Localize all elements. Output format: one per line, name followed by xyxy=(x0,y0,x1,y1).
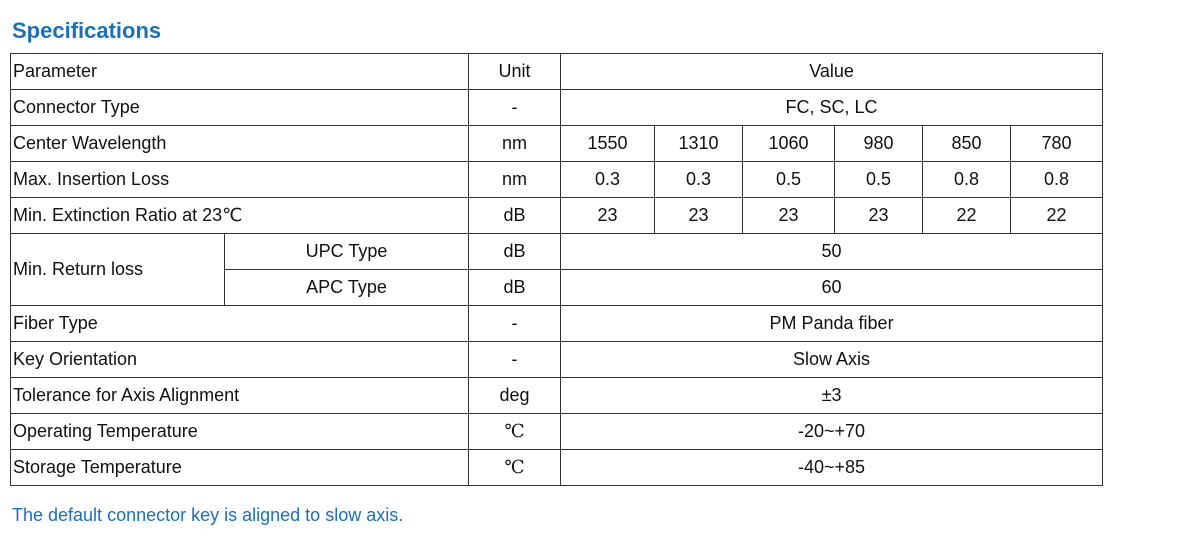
extinction-cell: 23 xyxy=(561,198,655,234)
row-unit: deg xyxy=(469,378,561,414)
row-return-loss-upc xyxy=(11,234,1103,270)
row-label: Connector Type xyxy=(11,90,469,126)
header-unit: Unit xyxy=(469,54,561,90)
wavelength-cell: 980 xyxy=(835,126,923,162)
row-storage-temperature xyxy=(11,450,1103,486)
sub-label-apc: APC Type xyxy=(225,270,469,306)
sub-label-upc: UPC Type xyxy=(225,234,469,270)
row-unit: ℃ xyxy=(469,414,561,450)
wavelength-cell: 1060 xyxy=(743,126,835,162)
row-unit: - xyxy=(469,90,561,126)
row-value: 60 xyxy=(561,270,1103,306)
row-unit: nm xyxy=(469,162,561,198)
row-unit: - xyxy=(469,306,561,342)
row-label: Tolerance for Axis Alignment xyxy=(11,378,469,414)
row-value: PM Panda fiber xyxy=(561,306,1103,342)
row-axis-tolerance xyxy=(11,378,1103,414)
row-value: Slow Axis xyxy=(561,342,1103,378)
row-label: Operating Temperature xyxy=(11,414,469,450)
insertion-loss-cell: 0.8 xyxy=(1011,162,1103,198)
row-fiber-type xyxy=(11,306,1103,342)
wavelength-cell: 780 xyxy=(1011,126,1103,162)
insertion-loss-cell: 0.3 xyxy=(655,162,743,198)
row-label: Key Orientation xyxy=(11,342,469,378)
row-label: Max. Insertion Loss xyxy=(11,162,469,198)
insertion-loss-cell: 0.8 xyxy=(923,162,1011,198)
row-extinction-ratio xyxy=(11,198,1103,234)
row-value: -40~+85 xyxy=(561,450,1103,486)
row-value: -20~+70 xyxy=(561,414,1103,450)
row-label: Min. Extinction Ratio at 23℃ xyxy=(11,198,469,234)
row-value: FC, SC, LC xyxy=(561,90,1103,126)
row-insertion-loss xyxy=(11,162,1103,198)
header-parameter: Parameter xyxy=(11,54,469,90)
row-value: 50 xyxy=(561,234,1103,270)
row-unit: dB xyxy=(469,234,561,270)
row-label: Center Wavelength xyxy=(11,126,469,162)
row-connector-type xyxy=(11,90,1103,126)
insertion-loss-cell: 0.3 xyxy=(561,162,655,198)
footnote: The default connector key is aligned to slow axis. xyxy=(12,505,404,525)
insertion-loss-cell: 0.5 xyxy=(743,162,835,198)
row-unit: dB xyxy=(469,198,561,234)
header-value: Value xyxy=(561,54,1103,90)
extinction-cell: 22 xyxy=(923,198,1011,234)
insertion-loss-cell: 0.5 xyxy=(835,162,923,198)
row-unit: ℃ xyxy=(469,450,561,486)
row-label-return-loss: Min. Return loss xyxy=(11,234,225,306)
wavelength-cell: 850 xyxy=(923,126,1011,162)
wavelength-cell: 1550 xyxy=(561,126,655,162)
row-center-wavelength xyxy=(11,126,1103,162)
page-title: Specifications xyxy=(12,18,162,43)
row-operating-temperature xyxy=(11,414,1103,450)
extinction-cell: 23 xyxy=(835,198,923,234)
row-unit: - xyxy=(469,342,561,378)
specifications-table xyxy=(10,53,1103,486)
row-key-orientation xyxy=(11,342,1103,378)
row-value: ±3 xyxy=(561,378,1103,414)
extinction-cell: 22 xyxy=(1011,198,1103,234)
row-unit: nm xyxy=(469,126,561,162)
row-label: Fiber Type xyxy=(11,306,469,342)
row-label: Storage Temperature xyxy=(11,450,469,486)
extinction-cell: 23 xyxy=(655,198,743,234)
wavelength-cell: 1310 xyxy=(655,126,743,162)
row-unit: dB xyxy=(469,270,561,306)
table-header-row xyxy=(11,54,1103,90)
extinction-cell: 23 xyxy=(743,198,835,234)
